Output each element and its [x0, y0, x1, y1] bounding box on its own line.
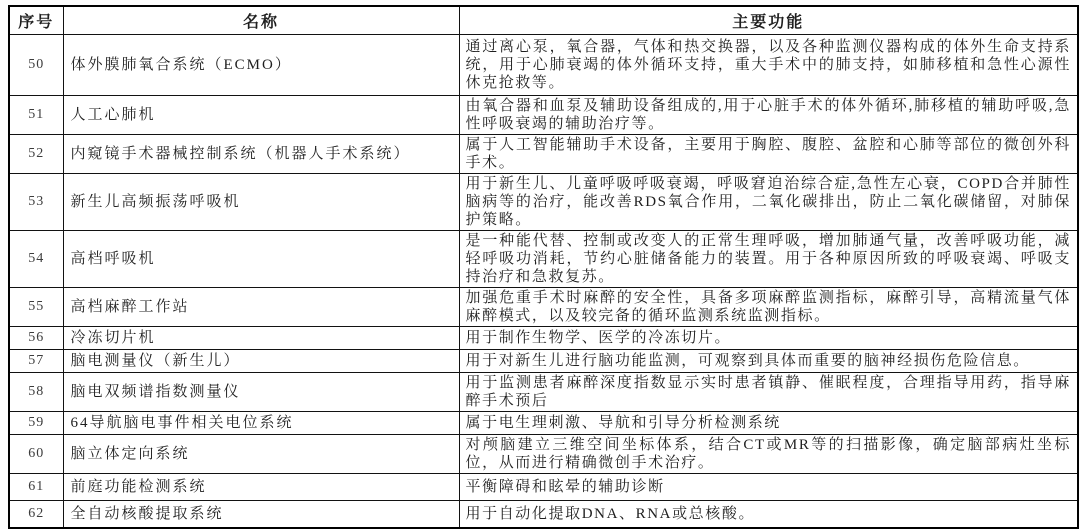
table-row: [9, 288, 1078, 327]
main-function-cell: 由氧合器和血泵及辅助设备组成的,用于心脏手术的体外循环,肺移植的辅助呼吸,急性呼吸衰竭的辅助治疗等。: [459, 96, 1078, 135]
device-name-cell: 脑立体定向系统: [63, 435, 459, 474]
device-name-cell: 全自动核酸提取系统: [63, 501, 459, 529]
device-name-cell: 前庭功能检测系统: [63, 474, 459, 501]
device-name-cell: 高档麻醉工作站: [63, 288, 459, 327]
table-row: [9, 412, 1078, 435]
device-name-cell: 冷冻切片机: [63, 327, 459, 350]
main-function-cell: 用于监测患者麻醉深度指数显示实时患者镇静、催眠程度，合理指导用药，指导麻醉手术预后: [459, 373, 1078, 412]
main-function-cell: 属于人工智能辅助手术设备，主要用于胸腔、腹腔、盆腔和心肺等部位的微创外科手术。: [459, 135, 1078, 174]
table-row: [9, 474, 1078, 501]
row-index-cell: 59: [9, 412, 63, 435]
row-index-cell: 55: [9, 288, 63, 327]
device-name-cell: 体外膜肺氧合系统（ECMO）: [63, 35, 459, 96]
table-header: [9, 6, 1078, 35]
medical-device-table: [8, 5, 1079, 529]
table-row: [9, 174, 1078, 231]
main-function-cell: 平衡障碍和眩晕的辅助诊断: [459, 474, 1078, 501]
main-function-cell: 用于自动化提取DNA、RNA或总核酸。: [459, 501, 1078, 529]
device-name-cell: 高档呼吸机: [63, 231, 459, 288]
main-function-cell: 用于对新生儿进行脑功能监测，可观察到具体而重要的脑神经损伤危险信息。: [459, 350, 1078, 373]
row-index-cell: 58: [9, 373, 63, 412]
row-index-cell: 60: [9, 435, 63, 474]
row-index-cell: 62: [9, 501, 63, 529]
row-index-cell: 50: [9, 35, 63, 96]
table-row: [9, 327, 1078, 350]
main-function-cell: 是一种能代替、控制或改变人的正常生理呼吸，增加肺通气量，改善呼吸功能，减轻呼吸功消耗，节约心脏储备能力的装置。用于各种原因所致的呼吸衰竭、呼吸支持治疗和急救复苏。: [459, 231, 1078, 288]
main-function-cell: 对颅脑建立三维空间坐标体系，结合CT或MR等的扫描影像，确定脑部病灶坐标位，从而进行精确微创手术治疗。: [459, 435, 1078, 474]
table-row: [9, 135, 1078, 174]
device-name-cell: 64导航脑电事件相关电位系统: [63, 412, 459, 435]
header-row: [9, 6, 1078, 35]
table-row: [9, 96, 1078, 135]
table-row: [9, 501, 1078, 529]
device-name-cell: 脑电双频谱指数测量仪: [63, 373, 459, 412]
main-function-cell: 通过离心泵，氧合器，气体和热交换器，以及各种监测仪器构成的体外生命支持系统，用于心肺衰竭的体外循环支持，重大手术中的肺支持，如肺移植和急性心源性休克抢救等。: [459, 35, 1078, 96]
table-row: [9, 35, 1078, 96]
column-header-function: 主要功能: [459, 6, 1078, 35]
table-body: [9, 35, 1078, 529]
main-function-cell: 属于电生理刺激、导航和引导分析检测系统: [459, 412, 1078, 435]
device-name-cell: 脑电测量仪（新生儿）: [63, 350, 459, 373]
table-row: [9, 231, 1078, 288]
row-index-cell: 53: [9, 174, 63, 231]
device-name-cell: 内窥镜手术器械控制系统（机器人手术系统）: [63, 135, 459, 174]
row-index-cell: 52: [9, 135, 63, 174]
row-index-cell: 61: [9, 474, 63, 501]
table-row: [9, 350, 1078, 373]
row-index-cell: 54: [9, 231, 63, 288]
row-index-cell: 51: [9, 96, 63, 135]
column-header-index: 序号: [9, 6, 63, 35]
table-row: [9, 435, 1078, 474]
table-row: [9, 373, 1078, 412]
row-index-cell: 57: [9, 350, 63, 373]
device-name-cell: 新生儿高频振荡呼吸机: [63, 174, 459, 231]
main-function-cell: 用于新生儿、儿童呼吸呼吸衰竭，呼吸窘迫治综合症,急性左心衰，COPD合并肺性脑病等的治疗，能改善RDS氧合作用，二氧化碳排出，防止二氧化碳储留，对肺保护策略。: [459, 174, 1078, 231]
row-index-cell: 56: [9, 327, 63, 350]
column-header-name: 名称: [63, 6, 459, 35]
device-name-cell: 人工心肺机: [63, 96, 459, 135]
main-function-cell: 用于制作生物学、医学的冷冻切片。: [459, 327, 1078, 350]
main-function-cell: 加强危重手术时麻醉的安全性，具备多项麻醉监测指标，麻醉引导，高精流量气体麻醉模式，以及较完备的循环监测系统监测指标。: [459, 288, 1078, 327]
